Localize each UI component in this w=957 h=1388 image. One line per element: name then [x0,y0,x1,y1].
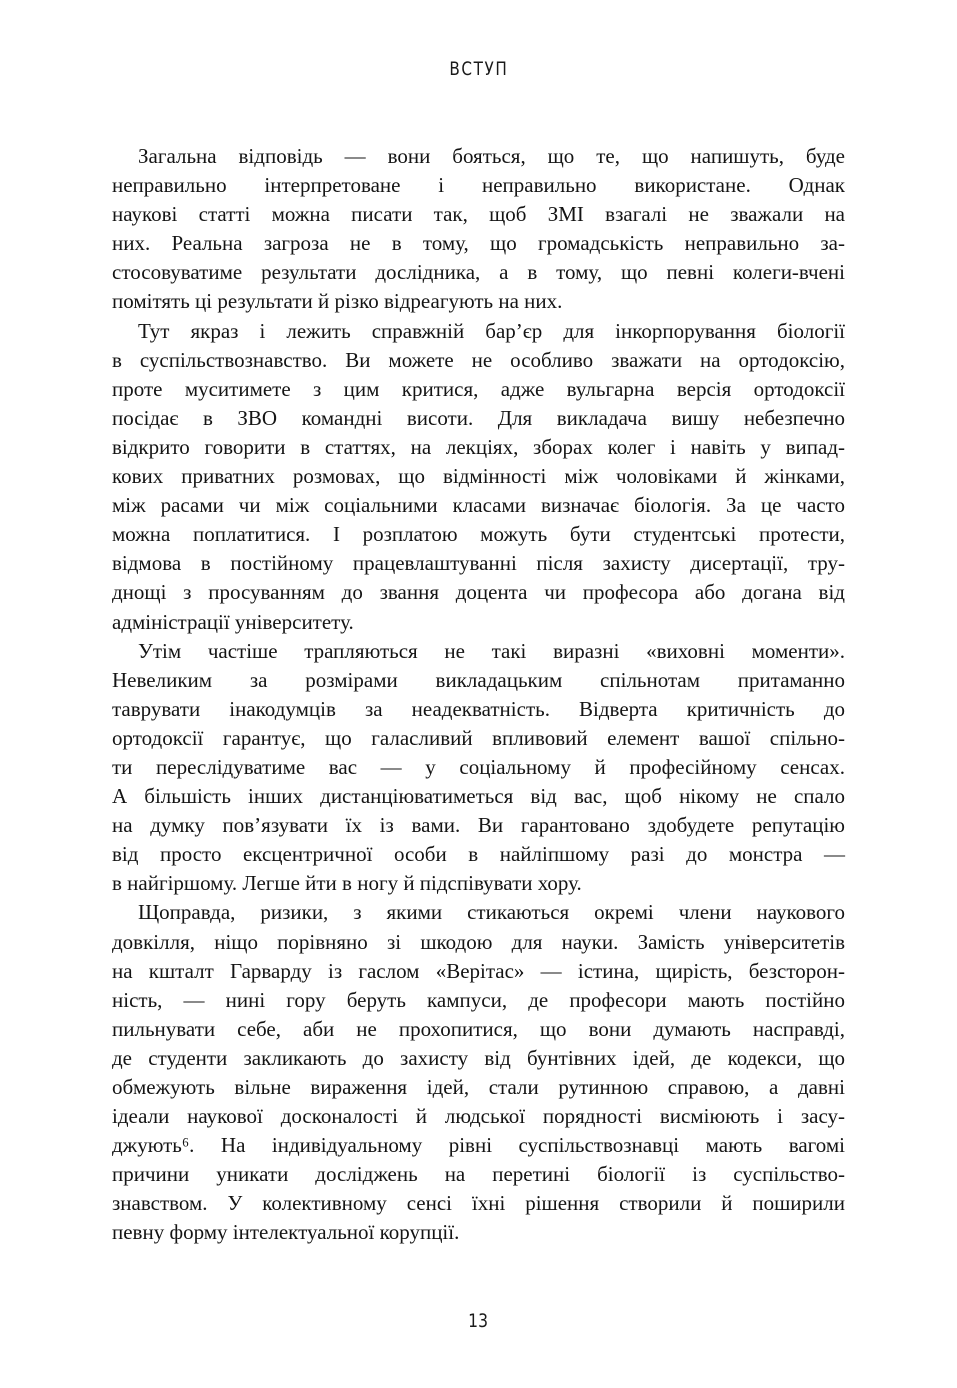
paragraph-line: наукові статті можна писати так, щоб ЗМІ взагалі не зважали на [112,202,845,227]
paragraph-line: адміністрації університету. [112,609,354,634]
paragraph-line: Невеликим за розмірами викладацьким спільнотам притаманно [112,667,845,692]
paragraph-line: на думку пов’язувати їх із вами. Ви гарантовано здобудете репутацію [112,813,845,838]
paragraph-line: стосовуватиме результати дослідника, а в тому, що певні колеги-вчені [112,260,845,285]
paragraph-line: на кшталт Гарварду із гаслом «Верітас» — істина, щирість, безсторон- [112,958,845,983]
paragraph-line: відмова в постійному працевлаштуванні після захисту дисертації, тру- [112,551,845,576]
paragraph [112,317,845,637]
paragraph-line: причини уникати досліджень на перетині біології із суспільство- [112,1162,845,1187]
paragraph-line: в найгіршому. Легше йти в ногу й підспівувати хору. [112,871,582,896]
paragraph [112,142,845,317]
paragraph-line: між расами чи між соціальними класами визначає біологія. За це часто [112,493,845,518]
paragraph-line: Утім частіше трапляються не такі виразні «виховні моменти». [138,638,845,663]
paragraph-line: проте муситимете з цим критися, адже вульгарна версія ортодоксії [112,376,845,401]
paragraph-line: Тут якраз і лежить справжній бар’єр для інкорпорування біології [138,318,845,343]
paragraph-line: ність, — нині гору беруть кампуси, де професори мають постійно [112,987,845,1012]
paragraph-line: певну форму інтелектуальної корупції. [112,1220,460,1245]
chapter-running-head [0,58,957,80]
paragraph-line: де студенти закликають до захисту від бунтівних ідей, де кодекси, що [112,1045,845,1070]
paragraph-line: Щоправда, ризики, з якими стикаються окремі члени наукового [138,900,845,925]
chapter-title-text: ВСТУП [448,58,509,80]
paragraph-line: довкілля, ніщо порівняно зі шкодою для науки. Замість університетів [112,929,845,954]
paragraph-line: ортодоксії гарантує, що галасливий впливовий елемент вашої спільно- [112,725,845,750]
paragraph-line: знавством. У колективному сенсі їхні рішення створили й поширили [112,1191,845,1216]
paragraph-line: таврувати інакодумців за неадекватність. Відверта критичність до [112,696,845,721]
paragraph-line: в суспільствознавство. Ви можете не особливо зважати на ортодоксію, [112,347,845,372]
page-number [0,1310,957,1332]
paragraph-line: помітять ці результати й різко відреагують на них. [112,289,563,314]
paragraph-line: ідеали наукової досконалості й людської порядності висміюють і засу- [112,1104,845,1129]
paragraph-line: них. Реальна загроза не в тому, що громадськість неправильно за- [112,231,845,256]
paragraph-line: неправильно інтерпретоване і неправильно використане. Однак [112,173,845,198]
body-text-block [112,142,845,1248]
paragraph-line: обмежують вільне вираження ідей, стали рутинною справою, а давні [112,1075,845,1099]
paragraph-line: днощі з просуванням до звання доцента чи професора або догана від [112,580,845,605]
paragraph-line: від просто ексцентричної особи в найліпшому разі до монстра — [112,842,845,867]
paragraph-line: А більшість інших дистанціюватиметься від вас, щоб нікому не спало [112,784,845,809]
paragraph-line: ти переслідуватиме вас — у соціальному й професійному сенсах. [112,754,845,779]
page-number-text: 13 [468,1310,489,1332]
paragraph-line: посідає в ЗВО командні висоти. Для викладача вишу небезпечно [112,405,845,430]
paragraph-line: відкрито говорити в статтях, на лекціях, зборах колег і навіть у випад- [112,434,845,459]
paragraph [112,637,845,899]
paragraph-line: пильнувати себе, аби не прохопитися, що вони думають насправді, [112,1016,845,1041]
paragraph-line: джують⁶. На індивідуальному рівні суспільствознавці мають вагомі [112,1133,845,1158]
paragraph-line: можна поплатитися. І розплатою можуть бути студентські протести, [112,522,845,547]
paragraph [112,898,845,1247]
paragraph-line: кових приватних розмовах, що відмінності між чоловіками й жінками, [112,464,845,489]
paragraph-line: Загальна відповідь — вони бояться, що те, що напишуть, буде [138,144,845,168]
